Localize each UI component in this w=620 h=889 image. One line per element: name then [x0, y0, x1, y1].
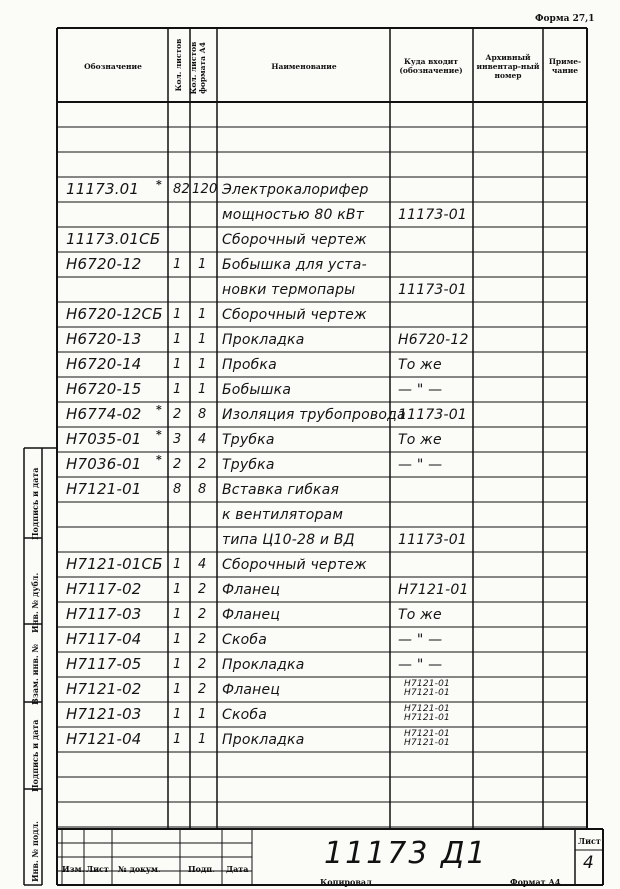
sheet-number: 4: [583, 853, 594, 873]
row-sheet-count: 1: [173, 307, 182, 322]
row-a4-count: 2: [198, 582, 207, 597]
row-a4-count: 1: [198, 307, 207, 322]
form-label: Форма 27,1: [535, 14, 595, 24]
row-designation: Н7117-03: [66, 605, 142, 623]
row-designation: Н7117-02: [66, 580, 142, 598]
row-sheet-count: 1: [173, 632, 182, 647]
row-where-used: 11173-01: [398, 407, 468, 423]
row-where-used: То же: [398, 357, 442, 373]
row-designation: Н7121-01: [66, 480, 142, 498]
row-where-used: — " —: [398, 632, 443, 648]
row-where-used-line: Н7121-01: [404, 679, 450, 689]
row-name: Фланец: [222, 607, 281, 623]
footer-format: Формат А4: [510, 877, 561, 887]
row-a4-count: 2: [198, 632, 207, 647]
row-sheet-count: 1: [173, 382, 182, 397]
row-sheet-count: 1: [173, 582, 182, 597]
row-sheet-count: 1: [173, 557, 182, 572]
title-col-date: Дата: [226, 864, 249, 874]
row-a4-count: 1: [198, 707, 207, 722]
row-where-used: Н7121-01: [398, 582, 469, 598]
header-qty-sheets: Кол. листов: [174, 38, 183, 92]
row-asterisk-mark: *: [156, 428, 162, 441]
row-name: Бобышка: [222, 382, 292, 398]
row-designation: Н7121-04: [66, 730, 142, 748]
side-label-duplicate-inv: Инв. № дубл.: [30, 572, 40, 633]
row-where-used-line: Н7121-01: [404, 738, 450, 748]
row-designation: Н6720-12СБ: [66, 305, 163, 323]
row-designation: Н6720-12: [66, 255, 142, 273]
row-a4-count: 1: [198, 357, 207, 372]
row-a4-count: 2: [198, 657, 207, 672]
row-name: Прокладка: [222, 332, 305, 348]
row-designation: Н7121-03: [66, 705, 142, 723]
row-designation: Н6720-15: [66, 380, 142, 398]
row-a4-count: 8: [198, 482, 207, 497]
row-sheet-count: 1: [173, 607, 182, 622]
row-designation: Н7121-01СБ: [66, 555, 163, 573]
side-label-signature-date-2: Подпись и дата: [30, 719, 40, 792]
row-designation: Н6774-02: [66, 405, 142, 423]
row-where-used: 11173-01: [398, 532, 468, 548]
row-a4-count: 1: [198, 382, 207, 397]
row-sheet-count: 1: [173, 257, 182, 272]
row-sheet-count: 1: [173, 357, 182, 372]
row-designation: Н6720-13: [66, 330, 142, 348]
title-col-sheet: Лист: [86, 864, 109, 874]
row-a4-count: 2: [198, 682, 207, 697]
header-name: Наименование: [271, 61, 337, 71]
row-where-used-line: Н7121-01: [404, 713, 450, 723]
row-name: Изоляция трубопровода: [222, 407, 406, 423]
row-where-used: — " —: [398, 457, 443, 473]
row-a4-count: 4: [198, 432, 207, 447]
row-a4-count: 120: [192, 182, 218, 197]
row-name: к вентиляторам: [222, 507, 344, 523]
row-designation: Н7121-02: [66, 680, 142, 698]
footer-copied: Копировал: [320, 877, 372, 887]
header-designation: Обозначение: [84, 61, 142, 71]
row-where-used-line: Н7121-01: [404, 729, 450, 739]
header-where-used: Куда входит (обозначение): [399, 57, 463, 75]
row-sheet-count: 1: [173, 707, 182, 722]
row-designation: Н7117-04: [66, 630, 142, 648]
row-sheet-count: 2: [173, 457, 182, 472]
row-where-used-line: Н7121-01: [404, 688, 450, 698]
row-designation: Н7035-01: [66, 430, 142, 448]
row-sheet-count: 1: [173, 682, 182, 697]
row-sheet-count: 82: [173, 182, 190, 197]
row-name: Вставка гибкая: [222, 482, 340, 498]
title-col-change: Изм.: [62, 864, 85, 874]
row-name: Сборочный чертеж: [222, 557, 367, 573]
row-name: Прокладка: [222, 657, 305, 673]
row-sheet-count: 8: [173, 482, 182, 497]
row-asterisk-mark: *: [156, 453, 162, 466]
row-a4-count: 2: [198, 457, 207, 472]
row-where-used: То же: [398, 432, 442, 448]
row-sheet-count: 1: [173, 732, 182, 747]
row-where-used: То же: [398, 607, 442, 623]
row-name: Сборочный чертеж: [222, 307, 367, 323]
row-name: Фланец: [222, 582, 281, 598]
row-asterisk-mark: *: [156, 403, 162, 416]
row-a4-count: 1: [198, 332, 207, 347]
row-name: Сборочный чертеж: [222, 232, 367, 248]
row-name: Трубка: [222, 432, 275, 448]
row-name: Бобышка для уста-: [222, 257, 367, 273]
row-name: новки термопары: [222, 282, 356, 298]
row-designation: Н6720-14: [66, 355, 142, 373]
row-name: Скоба: [222, 707, 268, 723]
row-designation: 11173.01: [66, 180, 140, 198]
row-where-used: 11173-01: [398, 282, 468, 298]
row-designation: 11173.01СБ: [66, 230, 161, 248]
side-label-replaced-inv: Взам. инв. №: [30, 643, 40, 705]
document-number: 11173 Д1: [324, 836, 488, 871]
row-where-used: — " —: [398, 382, 443, 398]
row-sheet-count: 1: [173, 332, 182, 347]
header-qty-a4-text: Кол. листов формата А4: [189, 41, 207, 95]
row-designation: Н7117-05: [66, 655, 142, 673]
row-name: Пробка: [222, 357, 277, 373]
row-designation: Н7036-01: [66, 455, 142, 473]
side-label-signature-date-1: Подпись и дата: [30, 467, 40, 540]
row-where-used: Н6720-12: [398, 332, 469, 348]
row-sheet-count: 1: [173, 657, 182, 672]
header-note: Приме-чание: [548, 57, 582, 75]
row-name: Электрокалорифер: [222, 182, 369, 198]
title-col-document: № докум.: [118, 864, 161, 874]
row-sheet-count: 2: [173, 407, 182, 422]
row-where-used: 11173-01: [398, 207, 468, 223]
row-a4-count: 2: [198, 607, 207, 622]
row-a4-count: 8: [198, 407, 207, 422]
row-name: Скоба: [222, 632, 268, 648]
row-name: Трубка: [222, 457, 275, 473]
header-qty-a4: [189, 32, 209, 104]
row-name: Фланец: [222, 682, 281, 698]
title-col-signature: Подп.: [188, 864, 215, 874]
row-sheet-count: 3: [173, 432, 182, 447]
sheet-label: Лист: [578, 836, 601, 846]
row-name: типа Ц10-28 и ВД: [222, 532, 355, 548]
row-where-used: — " —: [398, 657, 443, 673]
row-asterisk-mark: *: [156, 178, 162, 191]
row-name: мощностью 80 кВт: [222, 207, 365, 223]
row-name: Прокладка: [222, 732, 305, 748]
side-label-original-inv: Инв. № подл.: [30, 821, 40, 882]
row-where-used-line: Н7121-01: [404, 704, 450, 714]
row-a4-count: 1: [198, 257, 207, 272]
row-a4-count: 4: [198, 557, 207, 572]
header-archive-number: Архивный инвентар-ный номер: [476, 52, 540, 80]
row-a4-count: 1: [198, 732, 207, 747]
